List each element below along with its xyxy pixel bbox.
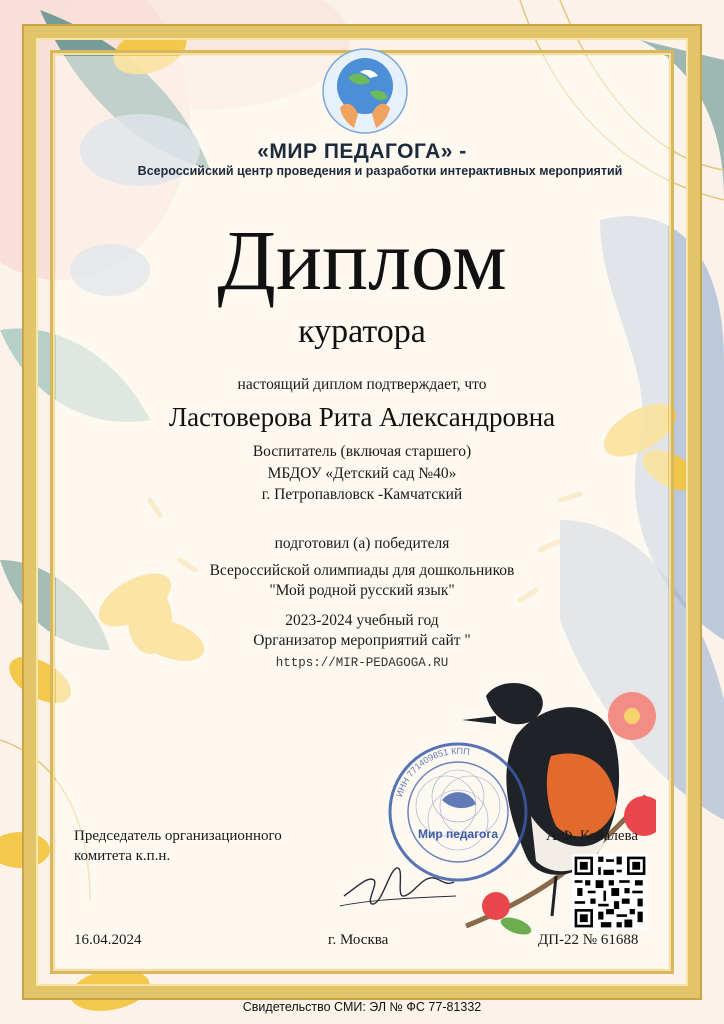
diploma-title: Диплом: [217, 212, 507, 308]
globe-hands-logo-icon: [322, 48, 408, 134]
signature-mark: [338, 846, 458, 916]
smi-certificate: Свидетельство СМИ: ЭЛ № ФС 77-81332: [242, 1000, 482, 1014]
diploma-subtitle: куратора: [298, 313, 426, 350]
recipient-city: г. Петропавловск -Камчатский: [261, 486, 463, 503]
issue-date: 16.04.2024: [74, 932, 142, 948]
recipient-organization: МБДОУ «Детский сад №40»: [267, 465, 457, 482]
stamp-label: Мир педагога: [417, 827, 499, 841]
chair-title-line-2: комитета к.п.н.: [74, 848, 171, 864]
diploma-number: ДП-22 № 61688: [538, 932, 639, 948]
site-url: https://MIR-PEDAGOGA.RU: [275, 656, 449, 670]
event-line-2: "Мой родной русский язык": [269, 582, 455, 599]
prepared-text: подготовил (а) победителя: [274, 535, 450, 552]
chair-name: А.Ф. Ковалева: [546, 828, 639, 844]
recipient-position: Воспитатель (включая старшего): [252, 443, 472, 460]
stamp-ring-text: ИНН 771409851 КПП: [394, 745, 471, 799]
event-line-1: Всероссийской олимпиады для дошкольников: [209, 562, 515, 579]
recipient-name: Ластоверова Рита Александровна: [168, 402, 556, 432]
brand-name: «МИР ПЕДАГОГА» -: [257, 140, 467, 163]
school-year: 2023-2024 учебный год: [285, 612, 439, 629]
svg-text:ИНН 771409851 КПП: [394, 746, 470, 798]
qr-code-icon: [572, 854, 648, 930]
organizer-text: Организатор мероприятий сайт ": [253, 632, 471, 649]
chair-title-line-1: Председатель организационного: [74, 828, 282, 844]
brand-subtitle: Всероссийский центр проведения и разработки интерактивных мероприятий: [137, 164, 623, 178]
issue-place: г. Москва: [328, 932, 389, 948]
confirms-text: настоящий диплом подтверждает, что: [237, 376, 487, 393]
